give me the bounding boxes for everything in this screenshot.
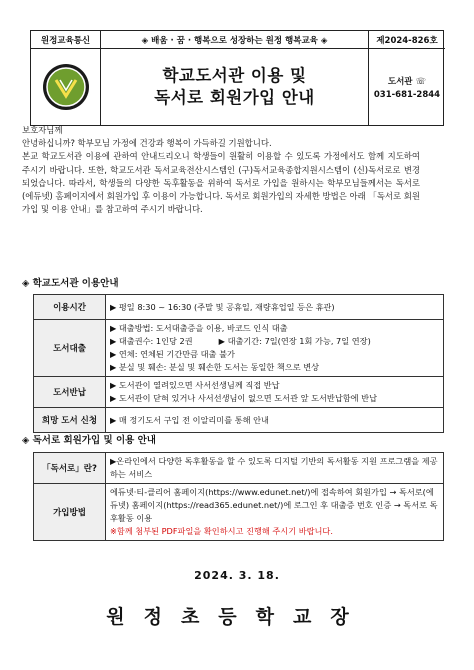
school-logo xyxy=(31,49,101,125)
section-heading-library: ◈ 학교도서관 이용안내 xyxy=(22,278,119,289)
row-item: ▶ 대출방법: 도서대출증을 이용, 바코드 인식 대출 xyxy=(110,323,288,333)
row-label: 이용시간 xyxy=(34,295,106,320)
newsletter-name: 원정교육통신 xyxy=(31,31,101,49)
library-phone-number: 031-681-2844 xyxy=(373,89,441,100)
table-row xyxy=(34,320,444,377)
row-content xyxy=(106,377,444,408)
letterhead xyxy=(30,30,444,126)
document-title xyxy=(101,49,369,125)
greeting: 보호자님께 xyxy=(22,125,63,135)
row-item: ▶ 연체: 연체된 기간만큼 대출 불가 xyxy=(110,349,235,359)
row-item: ▶ 도서관이 열려있으면 사서선생님께 직접 반납 xyxy=(110,380,280,390)
row-label: 가입방법 xyxy=(34,484,106,541)
row-item: ▶ 분실 및 훼손: 분실 및 훼손한 도서는 동일한 책으로 변상 xyxy=(110,362,320,372)
dokseoro-guide-table xyxy=(33,452,444,541)
library-contact xyxy=(369,49,445,125)
school-principal-signature: 원정초등학교장 xyxy=(106,606,368,628)
title-line-2: 독서로 회원가입 안내 xyxy=(154,88,315,107)
row-label: 도서대출 xyxy=(34,320,106,377)
row-content xyxy=(106,408,444,433)
pdf-notice: ※함께 첨부된 PDF파일을 확인하시고 진행해 주시기 바랍니다. xyxy=(110,526,333,536)
table-row xyxy=(34,453,444,484)
document-number: 제2024-826호 xyxy=(369,31,445,49)
document-date: 2024. 3. 18. xyxy=(194,569,280,582)
row-item: ▶ 대출권수: 1인당 2권 ▶ 대출기간: 7일(연장 1회 가능, 7일 연장) xyxy=(110,336,371,346)
school-emblem-icon xyxy=(41,62,91,112)
header-box xyxy=(30,30,444,126)
row-label: 「독서로」란? xyxy=(34,453,106,484)
signup-instructions: 에듀넷·티-클리어 홈페이지(https://www.edunet.net/)에 접속하여 회원가입 → 독서로(에듀넷) 홈페이지(https://read365.edunet.net/)에 로그인 후 대출증 번호 인증 → 독서로 독후활동 이용 xyxy=(110,487,438,523)
row-label: 희망 도서 신청 xyxy=(34,408,106,433)
row-content xyxy=(106,320,444,377)
row-item: ▶ 매 정기도서 구입 전 이알리미를 통해 안내 xyxy=(110,414,269,425)
intro-paragraph: 본교 학교도서관 이용에 관하여 안내드리오니 학생들이 원활히 이용할 수 있도록 가정에서도 함께 지도하여 주시기 바랍니다. 또한, 학교도서관 독서교육전산시스템인 (구)독서교육종합지원시스템이 (신)독서로로 변경되었습니다. 따라서, 학생들의 다양한 독후활동을 위하여 독서로 가입을 원하시는 학부모님들께서는 독서로(에듀넷) 홈페이지에서 회원가입 후 이용이 가능합니다. 독서로 회원가입의 자세한 방법은 아래 「독서로 회원가입 및 이용 안내」를 참고하여 주시기 바랍니다. xyxy=(22,151,420,215)
table-row xyxy=(34,377,444,408)
row-item: ▶ 평일 8:30 ~ 16:30 (주말 및 공휴일, 재량휴업일 등은 휴관) xyxy=(110,301,335,312)
table-row xyxy=(34,408,444,433)
signup-steps xyxy=(106,484,444,541)
row-content xyxy=(106,295,444,320)
school-slogan: ◈ 배움 · 꿈 · 행복으로 성장하는 원정 행복교육 ◈ xyxy=(101,31,369,49)
row-label: 도서반납 xyxy=(34,377,106,408)
dokseoro-description: ▶온라인에서 다양한 독후활동을 할 수 있도록 디지털 기반의 독서활동 지원 프로그램을 제공하는 서비스 xyxy=(106,453,444,484)
title-line-1: 학교도서관 이용 및 xyxy=(162,66,307,85)
letter-body xyxy=(22,124,420,216)
library-usage-table xyxy=(33,294,444,433)
section-heading-dokseoro: ◈ 독서로 회원가입 및 이용 안내 xyxy=(22,435,156,446)
row-item: ▶ 도서관이 닫혀 있거나 사서선생님이 없으면 도서관 앞 도서반납함에 반납 xyxy=(110,393,377,403)
intro-line: 안녕하십니까? 학부모님 가정에 건강과 행복이 가득하길 기원합니다. xyxy=(22,138,272,149)
library-phone-label: 도서관 ☏ xyxy=(387,76,427,87)
table-row xyxy=(34,484,444,541)
table-row xyxy=(34,295,444,320)
